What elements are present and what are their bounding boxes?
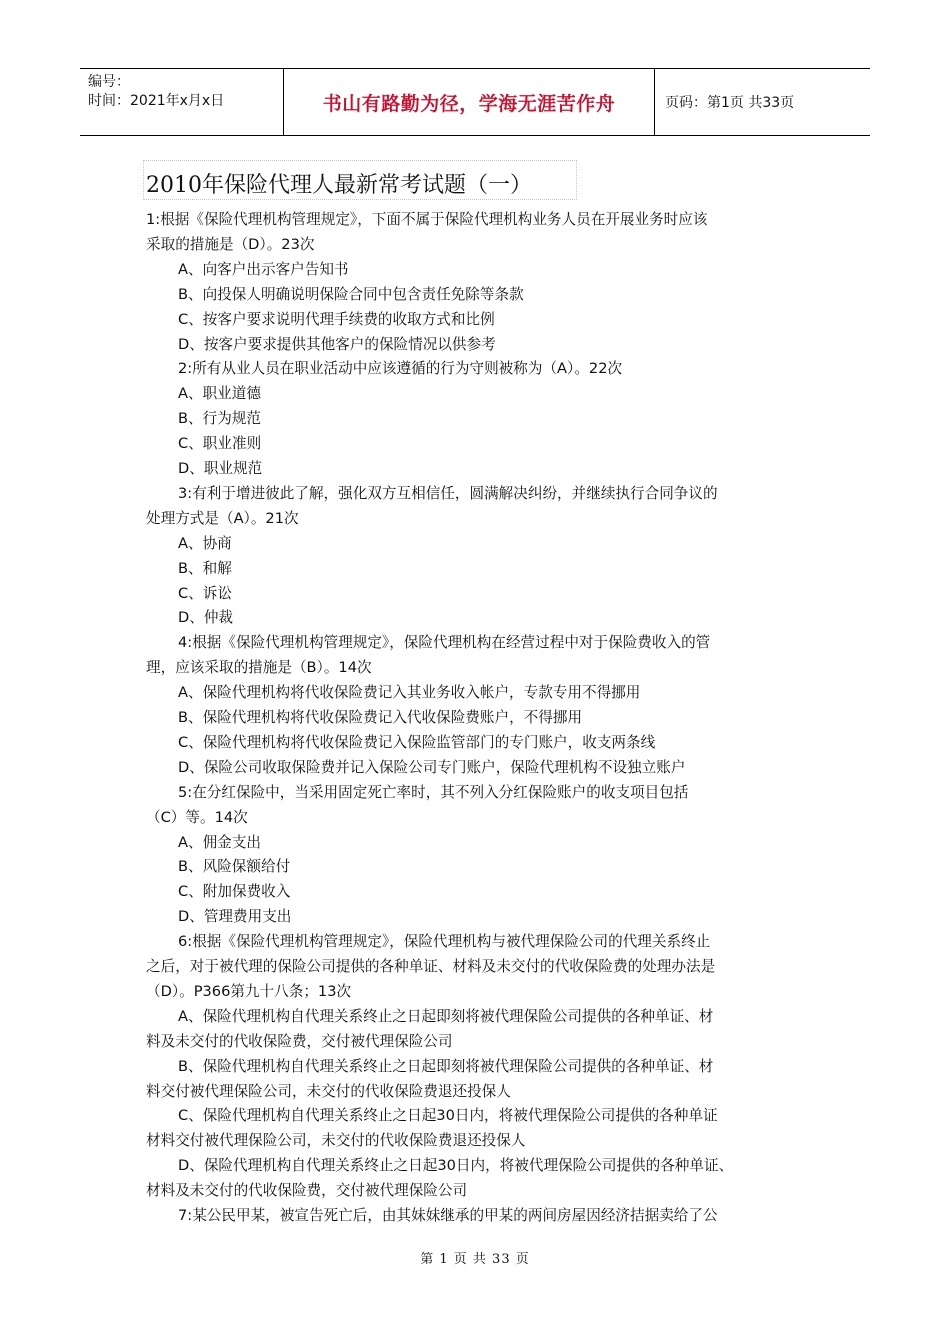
page-label: 页码：第1页 共33页: [665, 95, 795, 111]
body-line: D、按客户要求提供其他客户的保险情况以供参考: [178, 335, 496, 353]
body-line: 6:根据《保险代理机构管理规定》，保险代理机构与被代理保险公司的代理关系终止: [178, 933, 711, 951]
page-footer: 第 1 页 共 33 页: [420, 1252, 530, 1267]
body-line: B、向投保人明确说明保险合同中包含责任免除等条款: [178, 285, 524, 303]
body-line: A、职业道德: [178, 385, 261, 403]
body-line: B、和解: [178, 559, 232, 577]
body-line: D、保险代理机构自代理关系终止之日起30日内，将被代理保险公司提供的各种单证、: [178, 1157, 734, 1175]
body-line: 处理方式是（A）。21次: [146, 509, 299, 527]
body-line: 之后，对于被代理的保险公司提供的各种单证、材料及未交付的代收保险费的处理办法是: [146, 958, 716, 975]
body-line: C、保险代理机构将代收保险费记入保险监管部门的专门账户，收支两条线: [178, 733, 656, 751]
header-left-cell: [80, 69, 283, 135]
body-line: D、仲裁: [178, 609, 234, 627]
body-line: B、保险代理机构将代收保险费记入代收保险费账户，不得挪用: [178, 709, 583, 726]
body-line: 料交付被代理保险公司，未交付的代收保险费退还投保人: [146, 1082, 511, 1100]
body-line: 理，应该采取的措施是（B）。14次: [146, 659, 372, 677]
body-line: D、职业规范: [178, 460, 263, 477]
body-line: A、协商: [178, 534, 232, 552]
header-table: [80, 68, 870, 136]
body-line: 材料及未交付的代收保险费，交付被代理保险公司: [146, 1182, 468, 1200]
header-page-cell: [655, 69, 870, 135]
document-title: 2010年保险代理人最新常考试题（一）: [146, 173, 532, 198]
body-line: 材料交付被代理保险公司，未交付的代收保险费退还投保人: [146, 1132, 526, 1150]
body-line: 1:根据《保险代理机构管理规定》，下面不属于保险代理机构业务人员在开展业务时应该: [146, 211, 708, 228]
body-line: 7:某公民甲某，被宣告死亡后，由其妹妹继承的甲某的两间房屋因经济拮据卖给了公: [178, 1207, 718, 1224]
body-line: C、附加保费收入: [178, 883, 291, 901]
body-line: （C）等。14次: [146, 808, 248, 826]
body-line: C、诉讼: [178, 584, 232, 602]
body-line: B、行为规范: [178, 410, 261, 428]
body-line: 3:有利于增进彼此了解，强化双方互相信任，圆满解决纠纷，并继续执行合同争议的: [178, 484, 718, 502]
body-line: D、保险公司收取保险费并记入保险公司专门账户，保险代理机构不设独立账户: [178, 758, 686, 776]
time-label: 时间：2021年x月x日: [88, 93, 225, 109]
body-line: C、职业准则: [178, 435, 262, 453]
motto-text: 书山有路勤为径，学海无涯苦作舟: [322, 92, 616, 115]
body-line: 采取的措施是（D）。23次: [146, 235, 315, 253]
body-line: 料及未交付的代收保险费，交付被代理保险公司: [146, 1032, 453, 1050]
body-line: C、保险代理机构自代理关系终止之日起30日内，将被代理保险公司提供的各种单证: [178, 1107, 718, 1125]
body-line: B、保险代理机构自代理关系终止之日起即刻将被代理保险公司提供的各种单证、材: [178, 1057, 714, 1075]
body-line: 2:所有从业人员在职业活动中应该遵循的行为守则被称为（A）。22次: [178, 360, 623, 378]
body-line: C、按客户要求说明代理手续费的收取方式和比例: [178, 310, 495, 328]
body-line: D、管理费用支出: [178, 908, 292, 926]
number-label: 编号：: [88, 74, 130, 90]
body-line: A、保险代理机构自代理关系终止之日起即刻将被代理保险公司提供的各种单证、材: [178, 1007, 714, 1025]
body-line: A、向客户出示客户告知书: [178, 260, 349, 278]
body-line: A、保险代理机构将代收保险费记入其业务收入帐户，专款专用不得挪用: [178, 684, 641, 702]
header-motto-cell: [283, 69, 655, 135]
body-line: （D）。P366第九十八条；13次: [146, 982, 352, 1000]
body-line: 4:根据《保险代理机构管理规定》，保险代理机构在经营过程中对于保险费收入的管: [178, 634, 711, 652]
body-line: 5:在分红保险中，当采用固定死亡率时，其不列入分红保险账户的收支项目包括: [178, 783, 689, 801]
body-line: B、风险保额给付: [178, 858, 291, 876]
body-line: A、佣金支出: [178, 833, 261, 851]
